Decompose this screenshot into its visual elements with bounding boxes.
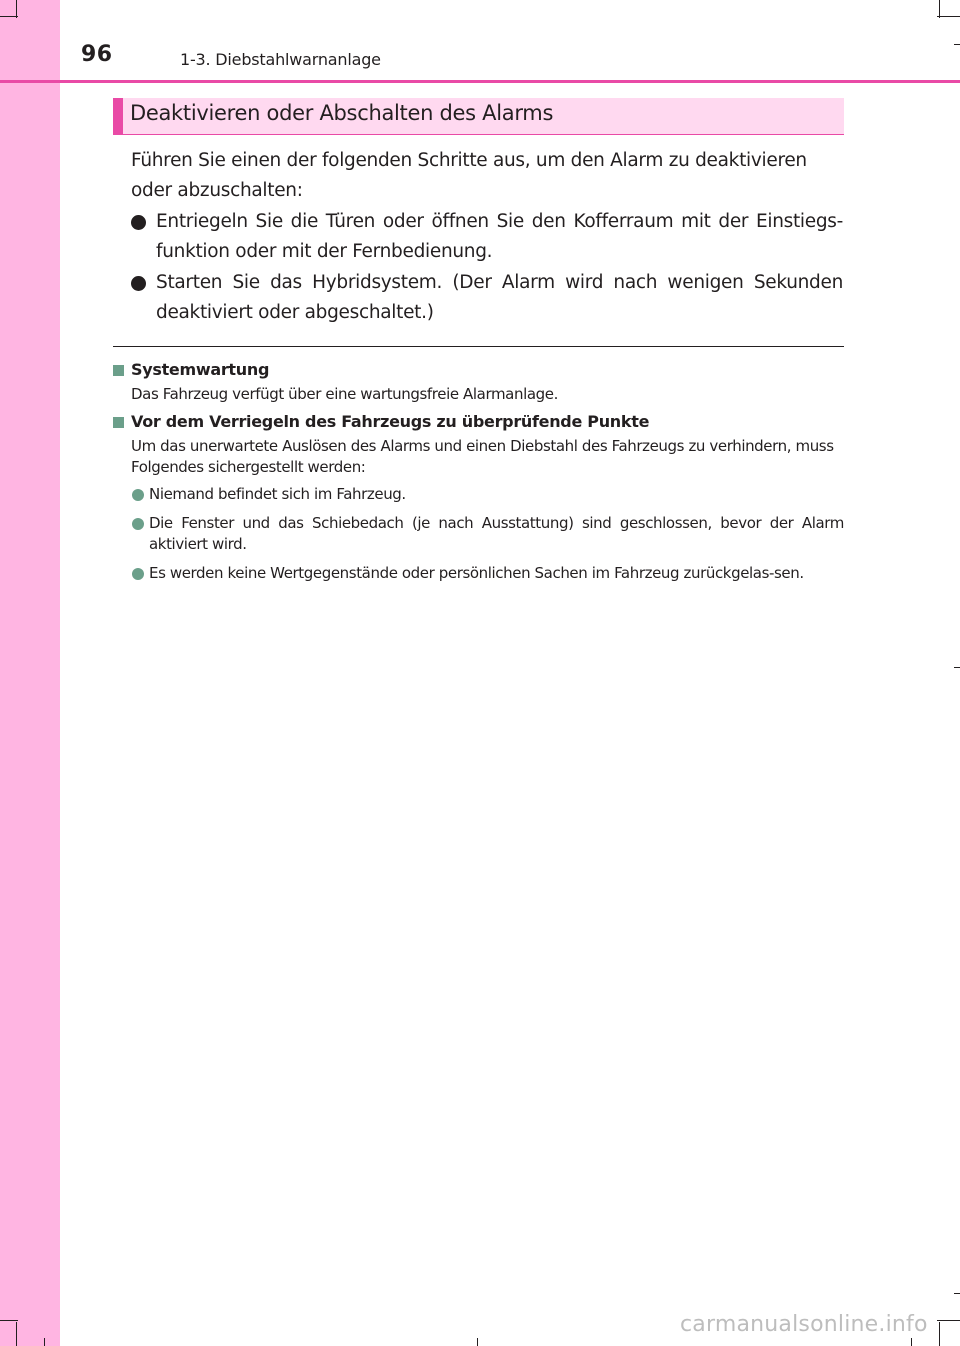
crop-mark bbox=[954, 667, 960, 668]
note-heading-text: Vor dem Verriegeln des Fahrzeugs zu überprüfende Punkte bbox=[131, 412, 650, 431]
page-number: 96 bbox=[81, 42, 113, 67]
list-item bbox=[131, 563, 844, 584]
notes-section bbox=[113, 359, 844, 592]
title-accent-bar bbox=[113, 98, 123, 134]
bullet-icon bbox=[131, 276, 146, 291]
crop-mark bbox=[44, 1338, 45, 1346]
section-divider bbox=[113, 346, 844, 347]
note-body: Um das unerwartete Auslösen des Alarms und einen Diebstahl des Fahrzeugs zu verhindern, muss Folgendes sichergestellt werden: bbox=[131, 437, 834, 476]
bullet-icon bbox=[132, 518, 144, 530]
action-list bbox=[131, 207, 843, 329]
side-color-band bbox=[0, 0, 60, 1346]
list-item bbox=[131, 513, 844, 555]
crop-mark bbox=[477, 1338, 478, 1346]
bullet-icon bbox=[131, 215, 146, 230]
crop-mark bbox=[937, 1320, 960, 1321]
crop-mark bbox=[937, 16, 960, 17]
note-block bbox=[113, 411, 844, 584]
section-reference: 1-3. Diebstahlwarnanlage bbox=[180, 50, 381, 69]
crop-mark bbox=[954, 1293, 960, 1294]
note-heading-text: Systemwartung bbox=[131, 360, 270, 379]
list-item bbox=[131, 484, 844, 505]
note-heading bbox=[113, 359, 844, 381]
section-title: Deaktivieren oder Abschalten des Alarms bbox=[130, 101, 554, 125]
list-item-text: Niemand befindet sich im Fahrzeug. bbox=[149, 485, 406, 503]
list-item-text: Entriegeln Sie die Türen oder öffnen Sie den Kofferraum mit der Einstiegs-funktion oder mit der Fernbedienung. bbox=[156, 211, 843, 262]
crop-mark bbox=[0, 1320, 18, 1321]
section-intro: Führen Sie einen der folgenden Schritte aus, um den Alarm zu deaktivieren oder abzuschalten: bbox=[131, 150, 807, 201]
bullet-icon bbox=[132, 568, 144, 580]
header-rule bbox=[0, 80, 960, 83]
crop-mark bbox=[939, 1322, 940, 1346]
crop-mark bbox=[911, 1338, 912, 1346]
watermark: carmanualsonline.info bbox=[680, 1312, 928, 1337]
note-heading bbox=[113, 411, 844, 433]
square-bullet-icon bbox=[113, 365, 124, 376]
crop-mark bbox=[954, 44, 960, 45]
check-list bbox=[113, 484, 844, 584]
crop-mark bbox=[16, 1322, 17, 1346]
section-title-box bbox=[113, 98, 844, 135]
note-body: Das Fahrzeug verfügt über eine wartungsfreie Alarmanlage. bbox=[131, 385, 558, 403]
list-item-text: Die Fenster und das Schiebedach (je nach Ausstattung) sind geschlossen, bevor der Alarm aktiviert wird. bbox=[149, 514, 844, 553]
bullet-icon bbox=[132, 489, 144, 501]
list-item bbox=[131, 268, 843, 327]
list-item bbox=[131, 207, 843, 266]
crop-mark bbox=[16, 0, 17, 18]
list-item-text: Es werden keine Wertgegenstände oder persönlichen Sachen im Fahrzeug zurückgelas-sen. bbox=[149, 564, 804, 582]
crop-mark bbox=[939, 0, 940, 18]
note-block bbox=[113, 359, 844, 405]
list-item-text: Starten Sie das Hybridsystem. (Der Alarm wird nach wenigen Sekunden deaktiviert oder abgeschaltet.) bbox=[156, 272, 843, 323]
square-bullet-icon bbox=[113, 417, 124, 428]
